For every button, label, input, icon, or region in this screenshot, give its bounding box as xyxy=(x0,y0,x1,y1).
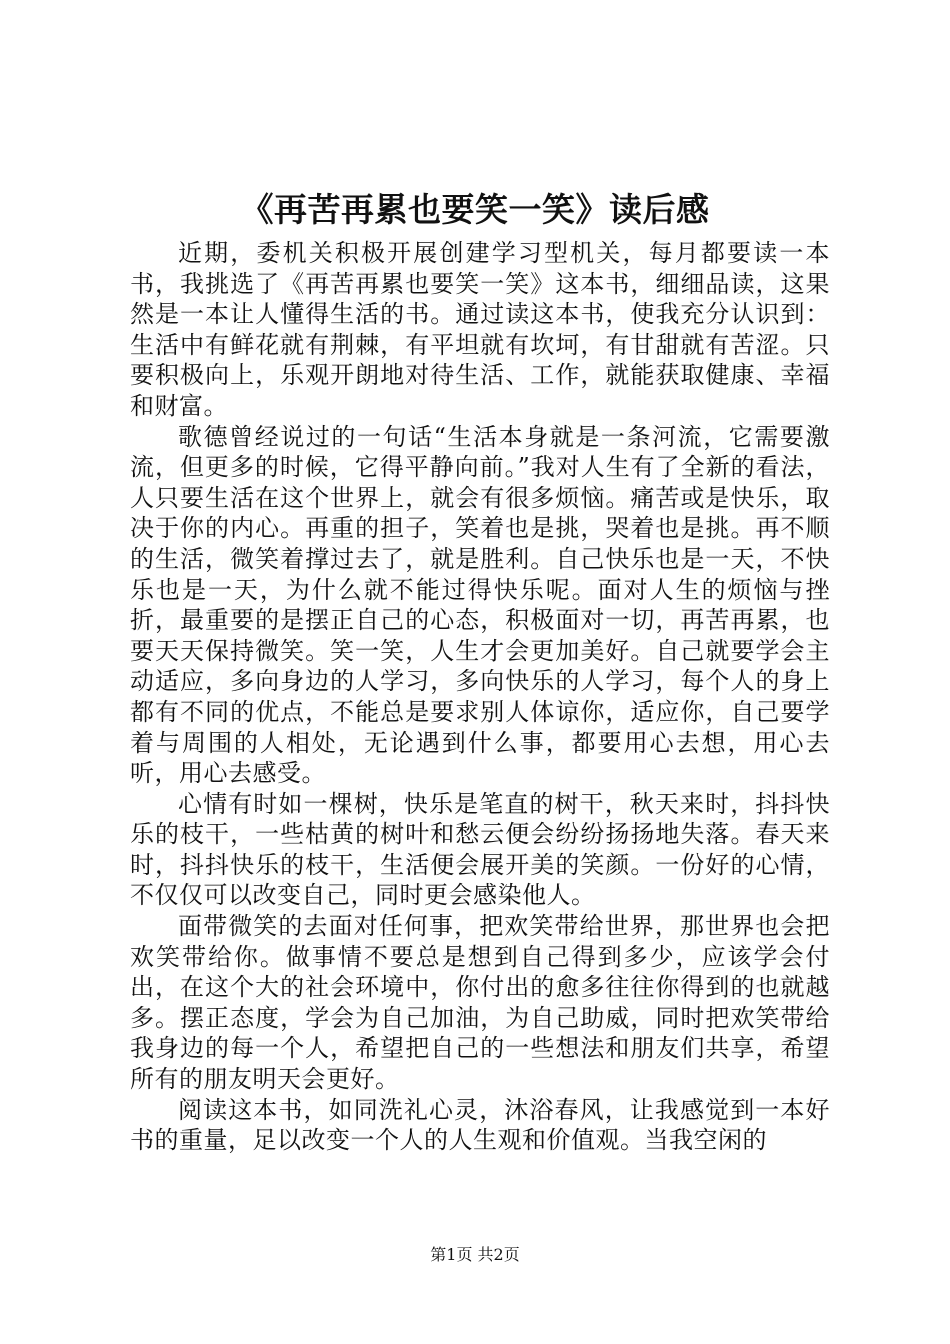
paragraph: 阅读这本书，如同洗礼心灵，沐浴春风，让我感觉到一本好书的重量，足以改变一个人的人生观和价值观。当我空闲的 xyxy=(130,1095,830,1155)
paragraph: 歌德曾经说过的一句话“生活本身就是一条河流，它需要激流，但更多的时候，它得平静向前。”我对人生有了全新的看法，人只要生活在这个世界上，就会有很多烦恼。痛苦或是快乐，取决于你的内心。再重的担子，笑着也是挑，哭着也是挑。再不顺的生活，微笑着撑过去了，就是胜利。自己快乐也是一天，不快乐也是一天，为什么就不能过得快乐呢。面对人生的烦恼与挫折，最重要的是摆正自己的心态，积极面对一切，再苦再累，也要天天保持微笑。笑一笑，人生才会更加美好。自己就要学会主动适应，多向身边的人学习，多向快乐的人学习，每个人的身上都有不同的优点，不能总是要求别人体谅你，适应你，自己要学着与周围的人相处，无论遇到什么事，都要用心去想，用心去听，用心去感受。 xyxy=(130,422,830,788)
page-footer: 第1页 共2页 xyxy=(430,1245,520,1264)
paragraph: 面带微笑的去面对任何事，把欢笑带给世界，那世界也会把欢笑带给你。做事情不要总是想到自己得到多少，应该学会付出，在这个大的社会环境中，你付出的愈多往往你得到的也就越多。摆正态度，学会为自己加油，为自己助威，同时把欢笑带给我身边的每一个人，希望把自己的一些想法和朋友们共享，希望所有的朋友明天会更好。 xyxy=(130,912,830,1094)
paragraph: 近期，委机关积极开展创建学习型机关，每月都要读一本书，我挑选了《再苦再累也要笑一笑》这本书，细细品读，这果然是一本让人懂得生活的书。通过读这本书，使我充分认识到：生活中有鲜花就有荆棘，有平坦就有坎坷，有甘甜就有苦涩。只要积极向上，乐观开朗地对待生活、工作，就能获取健康、幸福和财富。 xyxy=(130,239,830,420)
document-body xyxy=(130,238,830,1156)
paragraph: 心情有时如一棵树，快乐是笔直的树干，秋天来时，抖抖快乐的枝干，一些枯黄的树叶和愁云便会纷纷扬扬地失落。春天来时，抖抖快乐的枝干，生活便会展开美的笑颜。一份好的心情，不仅仅可以改变自己，同时更会感染他人。 xyxy=(130,789,830,910)
document-title: 《再苦再累也要笑一笑》读后感 xyxy=(240,190,710,229)
